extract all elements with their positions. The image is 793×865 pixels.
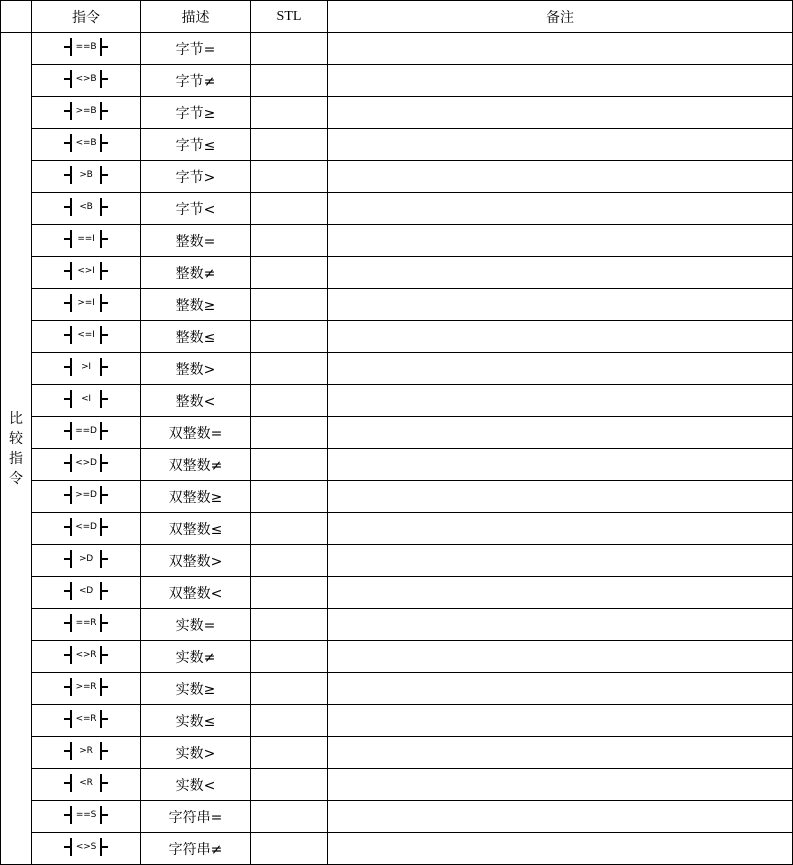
remark-cell: [328, 385, 793, 417]
table-row: [1, 545, 793, 577]
contact-right-bar: [100, 678, 102, 696]
remark-cell: [328, 225, 793, 257]
stl-cell: [251, 545, 328, 577]
stl-cell: [251, 33, 328, 65]
stl-cell: [251, 385, 328, 417]
contact-left-bar: [70, 198, 72, 216]
contact-left-bar: [70, 838, 72, 856]
table-row: [1, 33, 793, 65]
ladder-contact-icon: [70, 549, 102, 569]
ladder-contact-icon: [70, 677, 102, 697]
instruction-operator: >=D: [75, 490, 97, 500]
description-cell: 字节≥: [141, 97, 251, 129]
contact-right-bar: [100, 70, 102, 88]
contact-left-bar: [70, 582, 72, 600]
instruction-cell: [32, 833, 141, 865]
instruction-operator: <>S: [75, 842, 97, 852]
instruction-cell: [32, 801, 141, 833]
table-row: [1, 833, 793, 865]
remark-cell: [328, 33, 793, 65]
description-cell: 实数≤: [141, 705, 251, 737]
instruction-cell: [32, 353, 141, 385]
remark-cell: [328, 353, 793, 385]
stl-cell: [251, 737, 328, 769]
contact-right-bar: [100, 518, 102, 536]
description-cell: 实数>: [141, 737, 251, 769]
instruction-cell: [32, 97, 141, 129]
table-row: [1, 225, 793, 257]
ladder-contact-icon: [70, 613, 102, 633]
contact-left-bar: [70, 614, 72, 632]
contact-right-bar: [100, 358, 102, 376]
ladder-contact-icon: [70, 37, 102, 57]
contact-right-bar: [100, 806, 102, 824]
ladder-contact-icon: [70, 773, 102, 793]
instruction-cell: [32, 193, 141, 225]
description-cell: 字节≤: [141, 129, 251, 161]
instruction-cell: [32, 417, 141, 449]
table-row: [1, 769, 793, 801]
table-row: [1, 673, 793, 705]
description-cell: 字符串=: [141, 801, 251, 833]
instruction-operator: ==I: [77, 234, 95, 244]
description-cell: 字节=: [141, 33, 251, 65]
instruction-cell: [32, 161, 141, 193]
table-row: [1, 417, 793, 449]
stl-cell: [251, 833, 328, 865]
contact-left-bar: [70, 390, 72, 408]
stl-cell: [251, 705, 328, 737]
ladder-contact-icon: [70, 261, 102, 281]
instruction-cell: [32, 129, 141, 161]
instruction-cell: [32, 577, 141, 609]
instruction-cell: [32, 449, 141, 481]
description-cell: 整数≥: [141, 289, 251, 321]
remark-cell: [328, 129, 793, 161]
description-cell: 双整数≤: [141, 513, 251, 545]
instruction-operator: <=I: [77, 330, 95, 340]
stl-cell: [251, 801, 328, 833]
stl-cell: [251, 481, 328, 513]
contact-left-bar: [70, 774, 72, 792]
ladder-contact-icon: [70, 645, 102, 665]
stl-cell: [251, 289, 328, 321]
instruction-cell: [32, 769, 141, 801]
remark-cell: [328, 609, 793, 641]
ladder-contact-icon: [70, 837, 102, 857]
instruction-operator: <>I: [77, 266, 95, 276]
table-row: [1, 97, 793, 129]
contact-left-bar: [70, 550, 72, 568]
instruction-operator: ==R: [75, 618, 97, 628]
instruction-operator: >=I: [77, 298, 95, 308]
description-cell: 实数<: [141, 769, 251, 801]
table-row: [1, 65, 793, 97]
remark-cell: [328, 641, 793, 673]
ladder-contact-icon: [70, 581, 102, 601]
ladder-contact-icon: [70, 133, 102, 153]
remark-cell: [328, 737, 793, 769]
instruction-operator: <>B: [75, 74, 97, 84]
instruction-cell: [32, 545, 141, 577]
contact-left-bar: [70, 646, 72, 664]
remark-cell: [328, 257, 793, 289]
contact-right-bar: [100, 38, 102, 56]
contact-left-bar: [70, 166, 72, 184]
description-cell: 实数≠: [141, 641, 251, 673]
table-row: [1, 641, 793, 673]
description-cell: 整数=: [141, 225, 251, 257]
instruction-operator: >D: [78, 554, 94, 564]
header-blank-cell: [1, 1, 32, 33]
stl-cell: [251, 129, 328, 161]
contact-left-bar: [70, 294, 72, 312]
contact-right-bar: [100, 230, 102, 248]
description-cell: 实数≥: [141, 673, 251, 705]
contact-right-bar: [100, 166, 102, 184]
description-cell: 实数=: [141, 609, 251, 641]
table-row: [1, 193, 793, 225]
contact-right-bar: [100, 550, 102, 568]
instruction-operator: ==D: [75, 426, 97, 436]
description-cell: 双整数≠: [141, 449, 251, 481]
instruction-cell: [32, 257, 141, 289]
remark-cell: [328, 705, 793, 737]
contact-left-bar: [70, 134, 72, 152]
table-row: [1, 449, 793, 481]
instruction-operator: ==S: [75, 810, 97, 820]
description-cell: 双整数>: [141, 545, 251, 577]
instruction-cell: [32, 225, 141, 257]
instruction-operator: <D: [78, 586, 94, 596]
stl-cell: [251, 257, 328, 289]
stl-cell: [251, 161, 328, 193]
contact-left-bar: [70, 710, 72, 728]
instruction-operator: <>R: [75, 650, 97, 660]
stl-cell: [251, 417, 328, 449]
contact-left-bar: [70, 678, 72, 696]
stl-cell: [251, 321, 328, 353]
instruction-operator: <>D: [75, 458, 97, 468]
table-row: [1, 257, 793, 289]
contact-left-bar: [70, 422, 72, 440]
ladder-contact-icon: [70, 421, 102, 441]
contact-left-bar: [70, 518, 72, 536]
ladder-contact-icon: [70, 325, 102, 345]
table-row: [1, 737, 793, 769]
ladder-contact-icon: [70, 293, 102, 313]
instruction-cell: [32, 737, 141, 769]
remark-cell: [328, 673, 793, 705]
table-row: [1, 289, 793, 321]
instruction-operator: >=R: [75, 682, 97, 692]
instruction-cell: [32, 65, 141, 97]
contact-right-bar: [100, 134, 102, 152]
contact-left-bar: [70, 230, 72, 248]
contact-left-bar: [70, 38, 72, 56]
remark-cell: [328, 161, 793, 193]
description-cell: 字符串≠: [141, 833, 251, 865]
contact-right-bar: [100, 294, 102, 312]
instruction-cell: [32, 481, 141, 513]
description-cell: 字节<: [141, 193, 251, 225]
instruction-operator: <I: [81, 394, 91, 404]
contact-right-bar: [100, 646, 102, 664]
contact-right-bar: [100, 774, 102, 792]
description-cell: 整数>: [141, 353, 251, 385]
stl-cell: [251, 193, 328, 225]
contact-right-bar: [100, 326, 102, 344]
ladder-contact-icon: [70, 165, 102, 185]
instruction-operator: >R: [79, 746, 93, 756]
contact-right-bar: [100, 198, 102, 216]
contact-left-bar: [70, 102, 72, 120]
ladder-contact-icon: [70, 805, 102, 825]
instruction-operator: <B: [79, 202, 93, 212]
remark-cell: [328, 193, 793, 225]
remark-cell: [328, 801, 793, 833]
instruction-cell: [32, 673, 141, 705]
contact-right-bar: [100, 422, 102, 440]
description-cell: 字节>: [141, 161, 251, 193]
instruction-cell: [32, 321, 141, 353]
contact-left-bar: [70, 806, 72, 824]
table-row: [1, 353, 793, 385]
table-row: [1, 321, 793, 353]
remark-cell: [328, 321, 793, 353]
instruction-operator: <=R: [75, 714, 97, 724]
ladder-contact-icon: [70, 741, 102, 761]
category-cell: [1, 33, 32, 865]
header-remark: 备注: [328, 1, 793, 33]
header-instruction: 指令: [32, 1, 141, 33]
stl-cell: [251, 641, 328, 673]
description-cell: 双整数≥: [141, 481, 251, 513]
remark-cell: [328, 65, 793, 97]
stl-cell: [251, 353, 328, 385]
instruction-cell: [32, 609, 141, 641]
category-label: 比较指令: [9, 410, 23, 487]
instruction-cell: [32, 385, 141, 417]
stl-cell: [251, 225, 328, 257]
stl-cell: [251, 449, 328, 481]
header-row: [1, 1, 793, 33]
remark-cell: [328, 833, 793, 865]
table-row: [1, 801, 793, 833]
contact-right-bar: [100, 486, 102, 504]
description-cell: 字节≠: [141, 65, 251, 97]
contact-left-bar: [70, 358, 72, 376]
header-stl: STL: [251, 1, 328, 33]
contact-left-bar: [70, 262, 72, 280]
description-cell: 整数≤: [141, 321, 251, 353]
ladder-contact-icon: [70, 517, 102, 537]
stl-cell: [251, 97, 328, 129]
contact-right-bar: [100, 390, 102, 408]
stl-cell: [251, 609, 328, 641]
ladder-contact-icon: [70, 389, 102, 409]
remark-cell: [328, 481, 793, 513]
table-row: [1, 129, 793, 161]
remark-cell: [328, 545, 793, 577]
description-cell: 整数≠: [141, 257, 251, 289]
remark-cell: [328, 449, 793, 481]
contact-right-bar: [100, 710, 102, 728]
instruction-cell: [32, 33, 141, 65]
remark-cell: [328, 577, 793, 609]
table-row: [1, 481, 793, 513]
contact-left-bar: [70, 486, 72, 504]
stl-cell: [251, 577, 328, 609]
contact-right-bar: [100, 454, 102, 472]
instruction-operator: >B: [79, 170, 93, 180]
instruction-operator: <=B: [75, 138, 97, 148]
stl-cell: [251, 673, 328, 705]
instruction-operator: <=D: [75, 522, 97, 532]
stl-cell: [251, 513, 328, 545]
instruction-cell: [32, 289, 141, 321]
instruction-operator: >I: [81, 362, 91, 372]
remark-cell: [328, 769, 793, 801]
contact-left-bar: [70, 326, 72, 344]
ladder-contact-icon: [70, 485, 102, 505]
contact-right-bar: [100, 838, 102, 856]
ladder-contact-icon: [70, 101, 102, 121]
contact-right-bar: [100, 262, 102, 280]
stl-cell: [251, 769, 328, 801]
instruction-cell: [32, 641, 141, 673]
stl-cell: [251, 65, 328, 97]
instruction-operator: <R: [79, 778, 93, 788]
table-row: [1, 577, 793, 609]
ladder-contact-icon: [70, 229, 102, 249]
contact-left-bar: [70, 70, 72, 88]
table-row: [1, 513, 793, 545]
instruction-operator: >=B: [75, 106, 97, 116]
table-row: [1, 385, 793, 417]
header-description: 描述: [141, 1, 251, 33]
remark-cell: [328, 289, 793, 321]
description-cell: 双整数<: [141, 577, 251, 609]
contact-right-bar: [100, 102, 102, 120]
remark-cell: [328, 513, 793, 545]
instruction-operator: ==B: [75, 42, 97, 52]
instruction-cell: [32, 513, 141, 545]
contact-right-bar: [100, 742, 102, 760]
description-cell: 双整数=: [141, 417, 251, 449]
table-row: [1, 705, 793, 737]
table-row: [1, 609, 793, 641]
ladder-contact-icon: [70, 709, 102, 729]
ladder-contact-icon: [70, 197, 102, 217]
contact-right-bar: [100, 614, 102, 632]
contact-left-bar: [70, 454, 72, 472]
instruction-cell: [32, 705, 141, 737]
remark-cell: [328, 417, 793, 449]
ladder-contact-icon: [70, 453, 102, 473]
ladder-contact-icon: [70, 357, 102, 377]
table-row: [1, 161, 793, 193]
description-cell: 整数<: [141, 385, 251, 417]
contact-left-bar: [70, 742, 72, 760]
ladder-contact-icon: [70, 69, 102, 89]
remark-cell: [328, 97, 793, 129]
contact-right-bar: [100, 582, 102, 600]
